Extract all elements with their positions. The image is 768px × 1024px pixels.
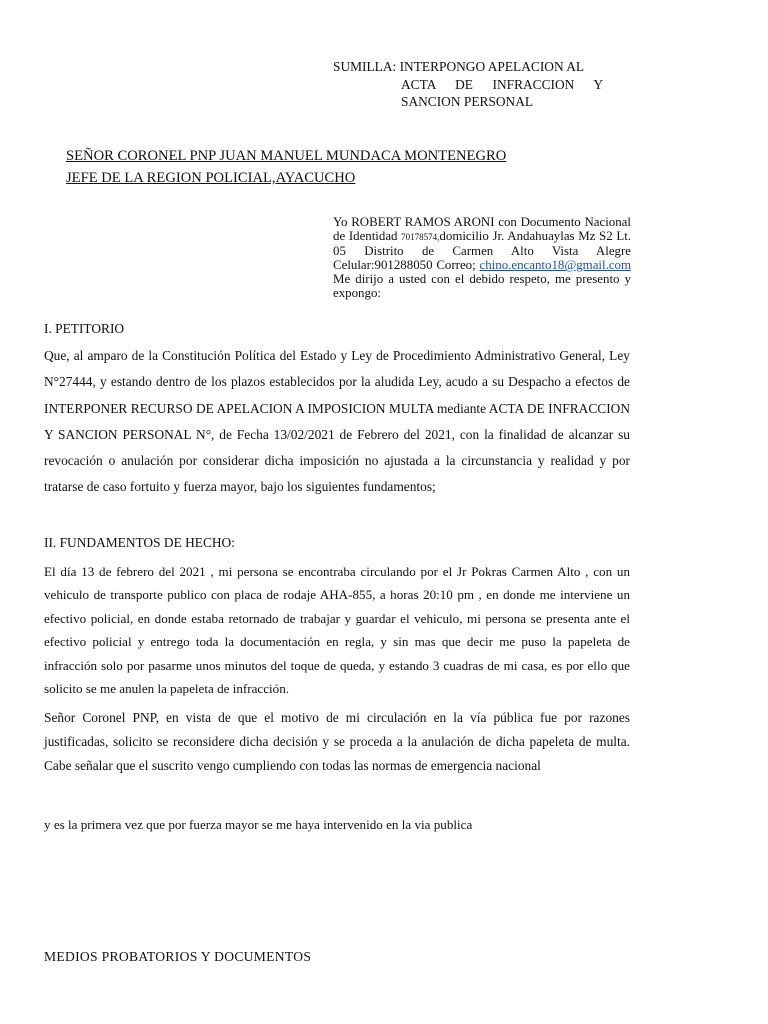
intro-dni: 70178574, [401, 232, 440, 243]
addressee-block [66, 145, 506, 189]
medios-heading: MEDIOS PROBATORIOS Y DOCUMENTOS [44, 949, 312, 964]
intro-text-c: Me dirijo a usted con el debido respeto, me presento y expongo: [333, 272, 631, 301]
sumilla-line-2: ACTA DE INFRACCION Y [401, 76, 603, 92]
intro-text-a: Yo ROBERT RAMOS ARONI con Documento Nacional de Identidad [333, 215, 631, 244]
sumilla-block [333, 58, 603, 111]
fundamentos-paragraph-3: y es la primera vez que por fuerza mayor se me haya intervenido en la via publica [44, 817, 473, 832]
email-link[interactable]: chino.encanto18@gmail.com [479, 258, 631, 273]
fundamentos-heading: II. FUNDAMENTOS DE HECHO: [44, 535, 235, 550]
petitorio-heading: I. PETITORIO [44, 321, 125, 336]
addressee-title: JEFE DE LA REGION POLICIAL,AYACUCHO [66, 170, 356, 186]
addressee-name: SEÑOR CORONEL PNP JUAN MANUEL MUNDACA MONTENEGRO [66, 148, 507, 164]
fundamentos-paragraph-2: Señor Coronel PNP, en vista de que el motivo de mi circulación en la vía pública fue por razones justificadas, solicito se reconsidere dicha decisión y se proceda a la anulación de dicha papeleta de multa. Cabe señalar que el suscrito vengo cumpliendo con todas las normas de emergencia nacional [44, 710, 630, 773]
intro-paragraph [333, 215, 631, 301]
petitorio-paragraph: Que, al amparo de la Constitución Política del Estado y Ley de Procedimiento Administrativo General, Ley N°27444, y estando dentro de los plazos establecidos por la aludida Ley, acudo a su Despacho a efectos de INTERPONER RECURSO DE APELACION A IMPOSICION MULTA mediante ACTA DE INFRACCION Y SANCION PERSONAL N°, de Fecha 13/02/2021 de Febrero del 2021, con la finalidad de alcanzar su revocación o anulación por considerar dicha imposición no ajustada a la circunstancia y realidad y por tratarse de caso fortuito y fuerza mayor, bajo los siguientes fundamentos; [44, 348, 630, 495]
sumilla-line-3: SANCION PERSONAL [401, 94, 534, 109]
fundamentos-paragraph-1: El día 13 de febrero del 2021 , mi persona se encontraba circulando por el Jr Pokras Carmen Alto , con un vehiculo de transporte publico con placa de rodaje AHA-855, a horas 20:10 pm , en donde me interviene un efectivo policial, en donde estaba retornado de trabajar y guardar el vehiculo, mi persona se presenta ante el efectivo policial y entrego toda la documentación en regla, y sin mas que decir me puso la papeleta de infracción solo por pasarme unos minutos del toque de queda, y estando 3 cuadras de mi casa, es por ello que solicito se me anulen la papeleta de infracción. [44, 564, 630, 697]
sumilla-line-1: SUMILLA: INTERPONGO APELACION AL [333, 59, 585, 74]
intro-text-b: domicilio Jr. Andahuaylas Mz S2 Lt. 05 Distrito de Carmen Alto Vista Alegre Celular:901288050 Correo; [333, 229, 632, 273]
